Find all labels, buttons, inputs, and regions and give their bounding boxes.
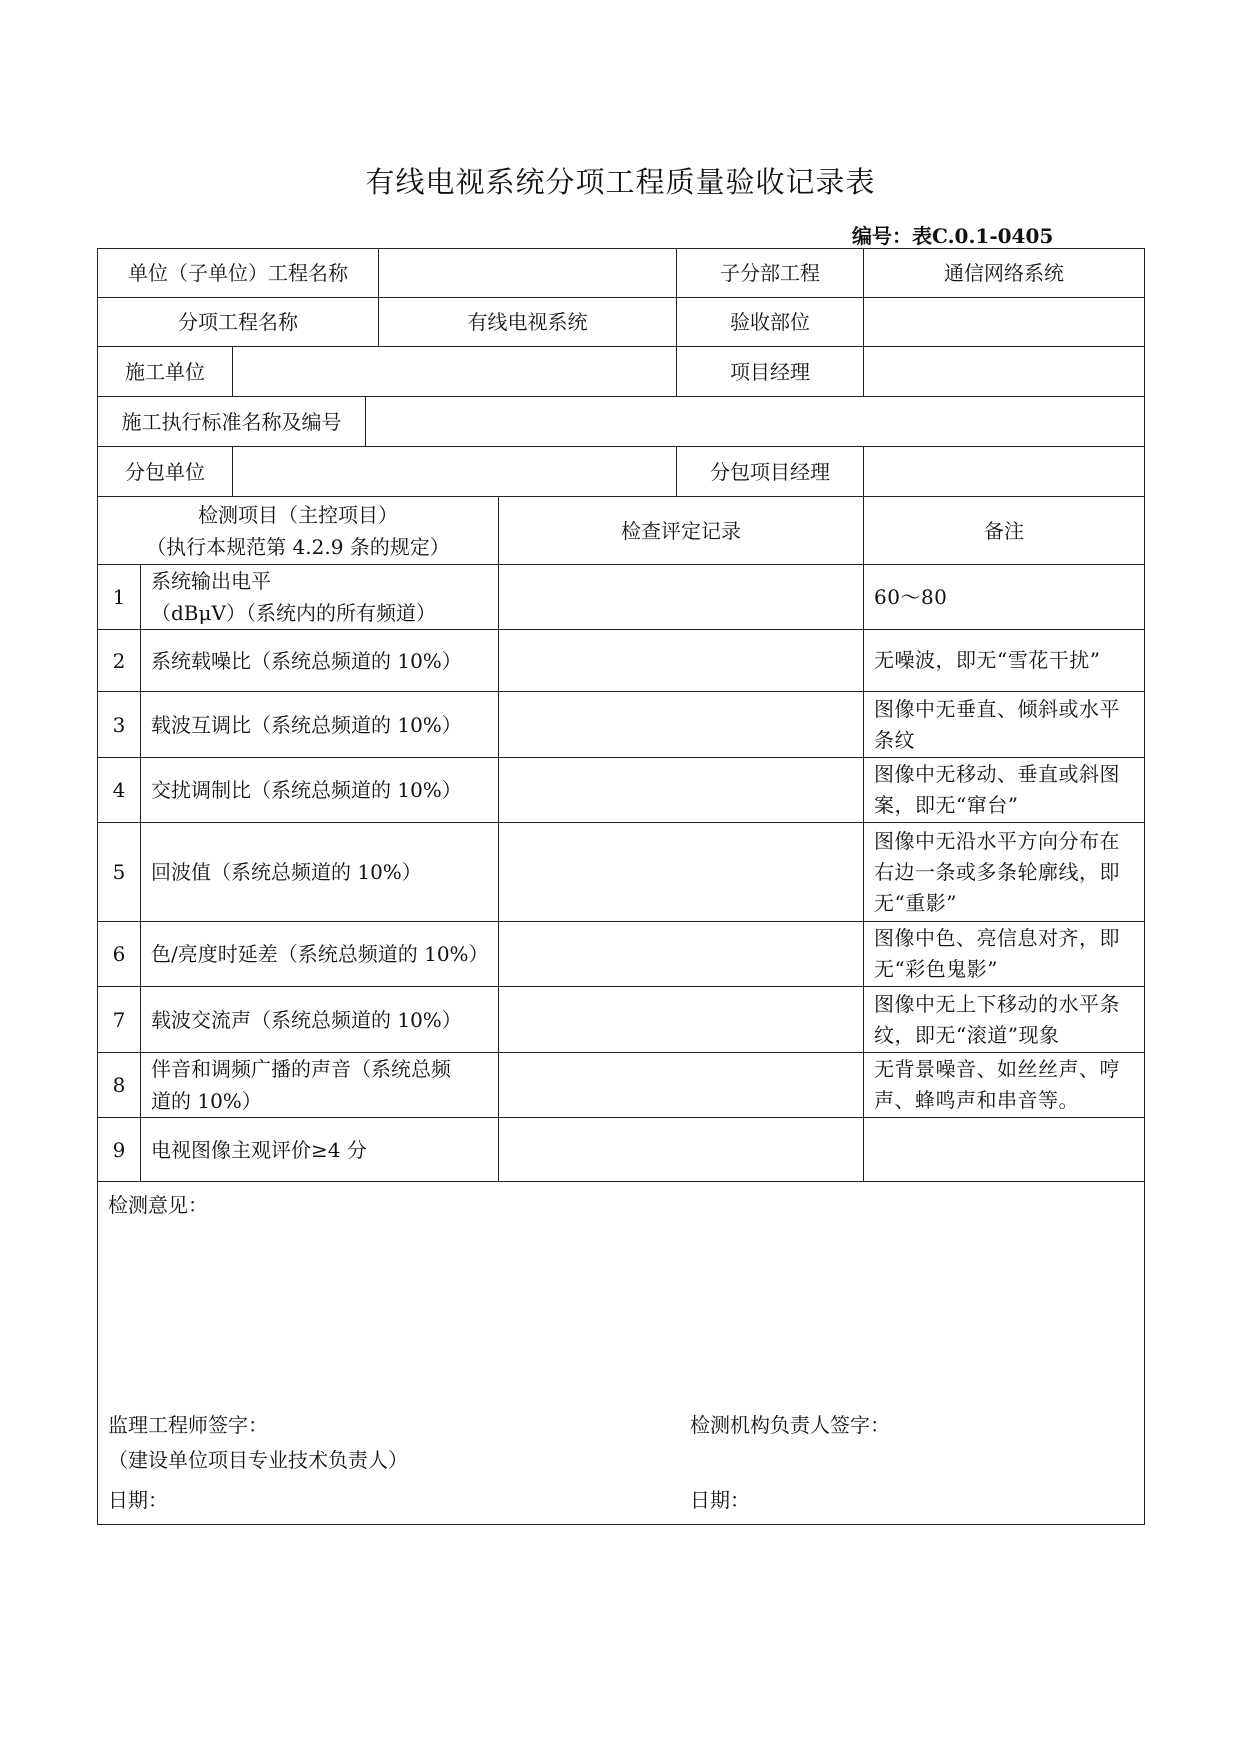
row-item: 载波交流声（系统总频道的 10%） (151, 1007, 462, 1032)
row-item (141, 1053, 498, 1117)
standard-label: 施工执行标准名称及编号 (121, 409, 342, 434)
supervisor-sign-label[interactable]: 监理工程师签字： (108, 1413, 268, 1437)
project-manager-value[interactable] (864, 347, 1144, 396)
row-remark: 图像中色、亮信息对齐，即无“彩色鬼影” (874, 926, 1120, 981)
row-remark: 无背景噪音、如丝丝声、哼声、蜂鸣声和串音等。 (874, 1057, 1120, 1112)
supervisor-note: （建设单位项目专业技术负责人） (108, 1448, 408, 1472)
subitem-value[interactable]: 有线电视系统 (467, 310, 588, 334)
row-record[interactable] (499, 630, 863, 691)
row-number: 3 (112, 712, 126, 737)
acceptance-form (97, 248, 1145, 1525)
col-header-item-line2: （执行本规范第 4.2.9 条的规定） (146, 534, 450, 559)
subcontractor-value[interactable] (233, 447, 676, 496)
row-remark: 图像中无移动、垂直或斜图案，即无“窜台” (874, 762, 1120, 817)
row-number: 1 (112, 585, 126, 609)
row-record[interactable] (499, 758, 863, 822)
standard-value[interactable] (366, 397, 1144, 446)
row-number: 4 (112, 778, 126, 802)
row-item: 回波值（系统总频道的 10%） (151, 860, 422, 884)
row-item: 交扰调制比（系统总频道的 10%） (151, 778, 462, 802)
row-record[interactable] (499, 1118, 863, 1181)
row-number: 7 (112, 1007, 126, 1032)
subitem-label: 分项工程名称 (178, 310, 298, 334)
row-item-line2: （dBμV）（系统内的所有频道） (151, 601, 436, 625)
row-item: 载波互调比（系统总频道的 10%） (151, 712, 462, 737)
subcontractor-label: 分包单位 (125, 459, 205, 484)
row-record[interactable] (499, 922, 863, 986)
sub-pm-label: 分包项目经理 (710, 459, 830, 484)
sub-division-value[interactable]: 通信网络系统 (944, 261, 1064, 285)
unit-project-label: 单位（子单位）工程名称 (128, 261, 348, 285)
opinion-label: 检测意见： (108, 1193, 208, 1217)
sub-pm-value[interactable] (864, 447, 1144, 496)
institution-sign-label[interactable]: 检测机构负责人签字： (690, 1413, 890, 1437)
col-header-record: 检查评定记录 (621, 518, 741, 543)
date-left[interactable]: 日期： (108, 1488, 168, 1512)
row-remark: 图像中无垂直、倾斜或水平条纹 (874, 696, 1120, 752)
row-record[interactable] (499, 1053, 863, 1117)
acceptance-part-label: 验收部位 (730, 310, 810, 334)
col-header-item (98, 497, 498, 564)
row-number: 8 (112, 1073, 126, 1097)
row-item: 系统载噪比（系统总频道的 10%） (151, 648, 462, 673)
row-number: 5 (112, 860, 126, 884)
row-item-line1: 系统输出电平 (151, 569, 271, 593)
row-item: 色/亮度时延差（系统总频道的 10%） (151, 942, 489, 966)
col-header-item-line1: 检测项目（主控项目） (198, 502, 398, 527)
row-remark: 60～80 (874, 584, 948, 609)
row-record[interactable] (499, 565, 863, 629)
row-remark: 无噪波，即无“雪花干扰” (874, 648, 1101, 672)
acceptance-part-value[interactable] (864, 298, 1144, 346)
contractor-label: 施工单位 (125, 359, 205, 384)
row-number: 6 (112, 942, 126, 966)
row-item-line1: 伴音和调频广播的声音（系统总频 (151, 1057, 451, 1081)
row-item (141, 565, 498, 629)
row-item: 电视图像主观评价≥4 分 (151, 1137, 367, 1162)
col-header-remark: 备注 (984, 518, 1024, 543)
row-number: 2 (112, 648, 126, 673)
date-right[interactable]: 日期： (690, 1488, 750, 1512)
row-remark (864, 1118, 1144, 1181)
document-title: 有线电视系统分项工程质量验收记录表 (365, 165, 876, 199)
row-record[interactable] (499, 692, 863, 757)
row-item-line2: 道的 10%） (151, 1089, 262, 1113)
unit-project-value[interactable] (379, 249, 676, 297)
sub-division-label: 子分部工程 (720, 261, 820, 285)
document-code: 编号：表C.0.1-0405 (852, 224, 1054, 248)
row-record[interactable] (499, 823, 863, 921)
row-number: 9 (112, 1137, 126, 1162)
row-record[interactable] (499, 987, 863, 1052)
row-remark: 图像中无上下移动的水平条纹，即无“滚道”现象 (874, 991, 1120, 1047)
project-manager-label: 项目经理 (730, 359, 810, 384)
row-remark: 图像中无沿水平方向分布在右边一条或多条轮廓线，即无“重影” (874, 828, 1120, 915)
contractor-value[interactable] (233, 347, 676, 396)
